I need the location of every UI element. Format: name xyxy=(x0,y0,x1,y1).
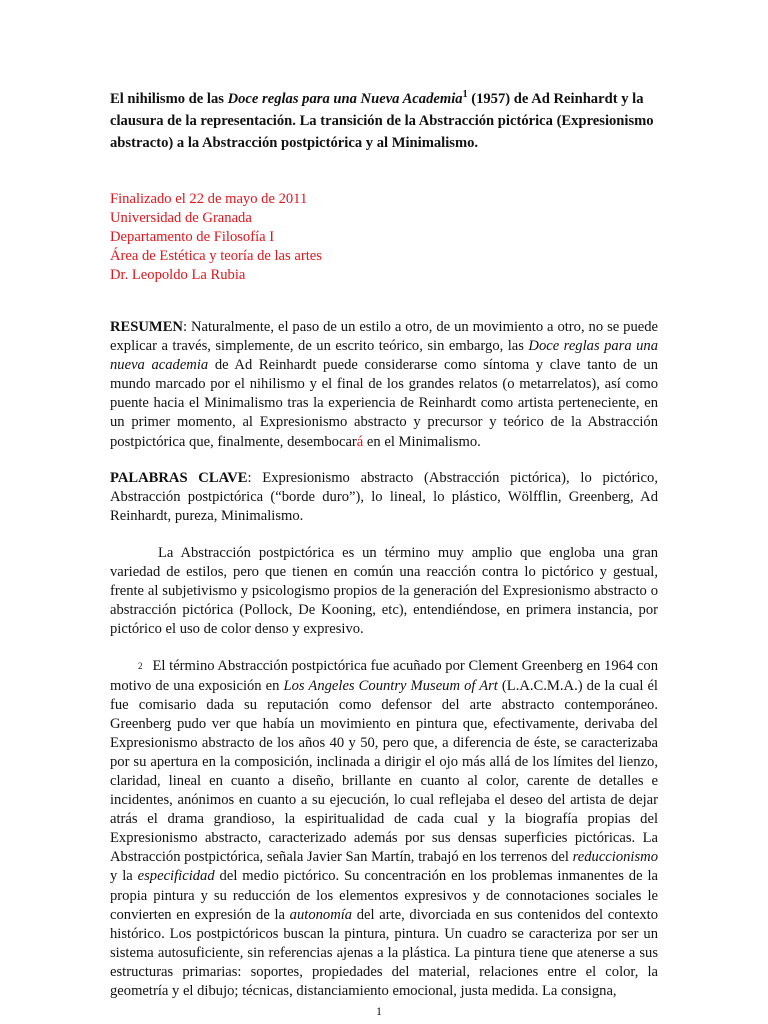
title-text-rest: (1957) de Ad Reinhardt y la clausura de la representación. La transición de la Abstracción pictórica (Expresionismo abstracto) a la Abstracción postpictórica y al Minimalismo. xyxy=(110,91,654,151)
abstract-paragraph: RESUMEN: Naturalmente, el paso de un estilo a otro, de un movimiento a otro, no se puede explicar a través, simplemente, de un escrito teórico, sin embargo, las Doce reglas para una nueva academia de Ad Reinhardt puede considerarse como síntoma y clave tanto de un mundo marcado por el nihilismo y el final de los grandes relatos (o metarrelatos), así como puente hacia el Minimalismo tras la experiencia de Reinhardt como artista perteneciente, en un primer momento, al Expresionismo abstracto y precursor y teórico de la Abstracción postpictórica que, finalmente, desembocará en el Minimalismo. xyxy=(110,319,659,450)
keywords-paragraph: PALABRAS CLAVE: Expresionismo abstracto (Abstracción pictórica), lo pictórico, Abstracción postpictórica (“borde duro”), lo lineal, lo plástico, Wölfflin, Greenberg, Ad Reinhardt, pureza, Minimalismo. xyxy=(110,469,658,524)
footnote-ref: 1 xyxy=(462,89,468,100)
body-paragraph: 2 El término Abstracción postpictórica fue acuñado por Clement Greenberg en 1964 con motivo de una exposición en Los Angeles Country Museum of Art (L.A.C.M.A.) de la cual él fue comisario dada su reputación como defensor del arte abstracto contemporáneo. Greenberg pudo ver que había un movimiento en pintura que, efectivamente, derivaba del Expresionismo abstracto de los años 40 y 50, pero que, a diferencia de éste, se caracterizaba por su apertura en la composición, inclinada a dirigir el ojo más allá de los límites del lienzo, claridad, lineal en cuanto a diseño, brillante en cuanto al color, carente de detalles e incidentes, anónimos en cuanto a su ejecución, lo cual reflejaba el deseo del artista de dejar atrás el drama grandioso, la espiritualidad de cada cual y la biografía propias del Expresionismo abstracto, caracterizado además por sus densas superficies pictóricas. La Abstracción postpictórica, señala Javier San Martín, trabajó en los terrenos del reduccionismo y la especificidad del medio pictórico. Su concentración en los problemas inmanentes de la propia pintura y su reducción de los elementos expresivos y de connotaciones sociales le convierten en expresión de la autonomía del arte, divorciada en sus contenidos del contexto histórico. Los postpictóricos buscan la pintura, pintura. Un cuadro se caracteriza por ser un sistema autosuficiente, sin referencias ajenas a la plástica. La pintura tiene que atenerse a sus estructuras primarias: soportes, propiedades del material, relaciones entre el color, la geometría y el dibujo; técnicas, distanciamiento emocional, justa medida. La consigna, xyxy=(110,658,658,999)
meta-university: Universidad de Granada xyxy=(110,210,252,226)
document-meta xyxy=(110,190,658,285)
page-number: 1 xyxy=(376,1004,382,1018)
abstract-label: RESUMEN xyxy=(110,319,183,335)
meta-area: Área de Estética y teoría de las artes xyxy=(110,248,322,264)
meta-date: Finalizado el 22 de mayo de 2011 xyxy=(110,191,308,207)
footnote-ref: 2 xyxy=(138,661,143,672)
document-page xyxy=(110,88,658,1001)
title-italic: Doce reglas para una Nueva Academia xyxy=(227,91,463,107)
keywords-label: PALABRAS CLAVE xyxy=(110,469,248,486)
meta-department: Departamento de Filosofía I xyxy=(110,229,275,245)
intro-paragraph: La Abstracción postpictórica es un término muy amplio que engloba una gran variedad de estilos, pero que tienen en común una reacción contra lo pictórico y gestual, frente al subjetivismo y psicologismo propios de la generación del Expresionismo abstracto o abstracción pictórica (Pollock, De Kooning, etc), entendiéndose, en primera instancia, por pictórico el uso de color denso y expresivo. xyxy=(110,544,658,638)
highlighted-char: á xyxy=(356,433,364,450)
title-text: El nihilismo de las xyxy=(110,91,228,107)
meta-author: Dr. Leopoldo La Rubia xyxy=(110,267,246,283)
document-title xyxy=(110,88,658,154)
